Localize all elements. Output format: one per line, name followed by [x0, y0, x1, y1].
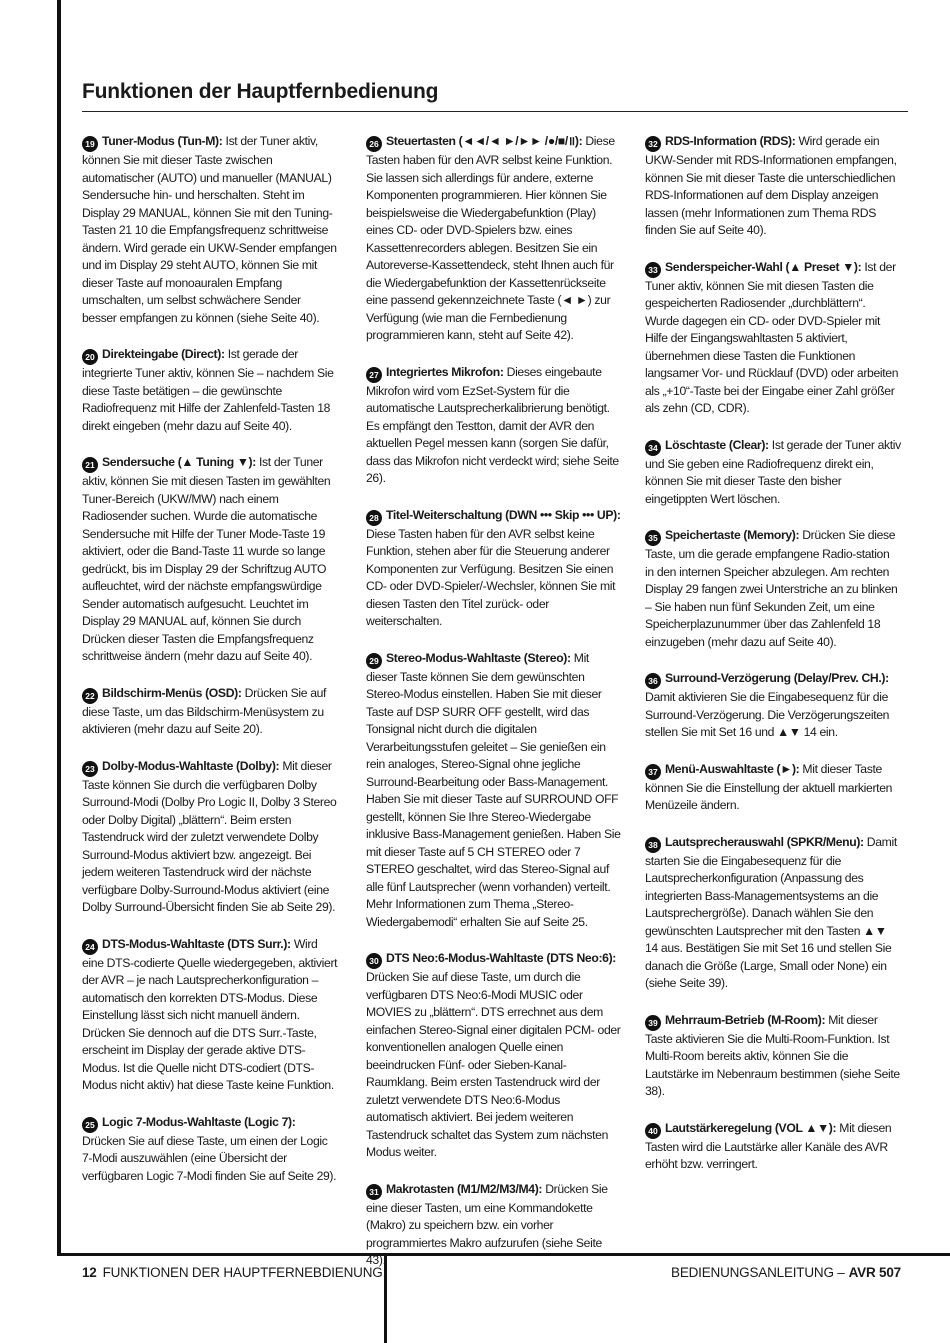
entry-text: Drücken Sie auf diese Taste, um einen der Logic 7-Modi auszuwählen (eine Übersicht der verfügbaren Logic 7-Modi finden Sie auf Seite 29). — [82, 1133, 337, 1183]
entry-heading: Sendersuche (▲ Tuning ▼): — [102, 455, 256, 469]
number-badge: 31 — [366, 1184, 382, 1200]
number-badge: 37 — [645, 764, 661, 780]
entry-text: Diese Tasten haben für den AVR selbst keine Funktion. Sie lassen sich allerdings für andere, externe Komponenten programmieren. Hier können Sie beispielsweise die Wiedergabefunktion (Play) eines CD- oder DVD-Spielers bzw. eines Kassettenrecorders ablegen. Besitzen Sie ein Autoreverse-Kassettendeck, steht Ihnen auch für die Wiedergabefunktion der Kassettenrückseite eine passend gekennzeichnete Taste (◄ ►) zur Verfügung (wie man die Fernbedienung programmieren kann, steht auf Seite 42). — [366, 134, 615, 342]
number-badge: 19 — [82, 136, 98, 152]
number-badge: 36 — [645, 673, 661, 689]
footer-section-title: FUNKTIONEN DER HAUPTFERNEBDIENUNG — [102, 1265, 383, 1280]
entry-heading: Mehrraum-Betrieb (M-Room): — [665, 1012, 826, 1027]
footer-manual-label: BEDIENUNGSANLEITUNG – — [671, 1265, 845, 1280]
entry-text: Drücken Sie auf diese Taste, um das Bildschirm-Menüsystem zu aktivieren (mehr dazu auf Seite 20). — [82, 685, 327, 736]
number-badge: 23 — [82, 761, 98, 777]
entry-heading: Logic 7-Modus-Wahltaste (Logic 7): — [102, 1114, 296, 1129]
entry-31 — [366, 1181, 622, 1270]
entry-text: Drücken Sie diese Taste, um die gerade empfangene Radio-station in den internen Speicher abzulegen. Am rechten Display 29 fangen zwei Unterstriche an zu blinken – Sie haben nun fünf Sekunden Zeit, um eine Speicherplazunummer über das Zahlenfeld 18 einzugeben (mehr dazu auf Seite 40). — [645, 528, 898, 649]
entry-33 — [645, 259, 901, 418]
entry-text: Damit aktivieren Sie die Eingabesequenz für die Surround-Verzögerung. Die Verzögerungszeiten stellen Sie mit Set 16 und ▲▼ 14 ein. — [645, 690, 890, 739]
entry-heading: RDS-Information (RDS): — [665, 134, 796, 148]
entry-heading: Lautstärkeregelung (VOL ▲▼): — [665, 1120, 837, 1135]
entry-text: Ist der Tuner aktiv, können Sie mit diesen Tasten die gespeicherten Radiosender „durchblättern“. Wurde dagegen ein CD- oder DVD-Spieler mit Hilfe der Eingangswahltasten 5 aktiviert, übernehmen diese Tasten die Funktionen langsamer Vor- und Rücklauf (DVD) oder arbeiten als „+10“-Taste bei der Eingabe einer Zahl größer als zehn (CD, CDR). — [645, 259, 899, 415]
footer-right — [671, 1265, 901, 1280]
number-badge: 21 — [82, 457, 98, 473]
number-badge: 20 — [82, 349, 98, 365]
entry-38 — [645, 834, 901, 993]
entry-heading: Menü-Auswahltaste (►): — [665, 761, 800, 776]
entry-27 — [366, 364, 622, 488]
number-badge: 35 — [645, 530, 661, 546]
entry-text: Ist gerade der Tuner aktiv und Sie geben eine Radiofrequenz direkt ein, können Sie mit dieser Taste den bisher eingetippten Wert löschen. — [645, 437, 901, 506]
entry-heading: DTS-Modus-Wahltaste (DTS Surr.): — [102, 936, 291, 951]
entry-heading: Makrotasten (M1/M2/M3/M4): — [386, 1181, 543, 1196]
number-badge: 34 — [645, 440, 661, 456]
entry-heading: Titel-Weiterschaltung (DWN ••• Skip ••• UP): — [386, 507, 621, 522]
entry-text: Mit diesen Tasten wird die Lautstärke aller Kanäle des AVR erhöht bzw. verringert. — [645, 1120, 892, 1171]
entry-36 — [645, 670, 901, 742]
entry-30 — [366, 950, 622, 1162]
entry-25 — [82, 1114, 338, 1186]
number-badge: 40 — [645, 1123, 661, 1139]
entry-text: Wird eine DTS-codierte Quelle wiedergegeben, aktiviert der AVR – je nach Lautsprecherkonfiguration – automatisch den korrekten DTS-Modus. Diese Einstellung lässt sich nicht manuell ändern. Drücken Sie dennoch auf die DTS Surr.-Taste, erscheint im Display der gerade aktive DTS-Modus. Ist die Quelle nicht DTS-codiert (DTS-Modus nicht aktiv) hat diese Taste keine Funktion. — [82, 936, 338, 1092]
entry-24 — [82, 936, 338, 1095]
number-badge: 24 — [82, 939, 98, 955]
entry-39 — [645, 1012, 901, 1101]
entry-19 — [82, 133, 338, 327]
entry-heading: Stereo-Modus-Wahltaste (Stereo): — [386, 650, 571, 665]
number-badge: 30 — [366, 953, 382, 969]
title-underline — [82, 111, 908, 112]
entry-34 — [645, 437, 901, 509]
entry-21 — [82, 454, 338, 666]
entry-28 — [366, 507, 622, 631]
number-badge: 38 — [645, 837, 661, 853]
entry-22 — [82, 685, 338, 739]
entry-37 — [645, 761, 901, 815]
entry-text: Wird gerade ein UKW-Sender mit RDS-Informationen empfangen, können Sie mit dieser Taste die unterschiedlichen RDS-Informationen auf dem Display anzeigen lassen (mehr Informationen zum Thema RDS finden Sie auf Seite 40). — [645, 134, 897, 237]
entry-text: Mit dieser Taste können Sie durch die verfügbaren Dolby Surround-Modi (Dolby Pro Logic II, Dolby 3 Stereo oder Dolby Digital) „blättern“. Beim ersten Tastendruck wird der zuletzt verwendete Dolby Surround-Modus aktiviert bzw. angezeigt. Bei jedem weiteren Tastendruck wird der nächste verfügbare Dolby-Surround-Modus aktiviert (eine Dolby Surround-Übersicht finden Sie ab Seite 29). — [82, 758, 337, 914]
entry-heading: Bildschirm-Menüs (OSD): — [102, 685, 242, 700]
entry-20 — [82, 346, 338, 435]
number-badge: 39 — [645, 1015, 661, 1031]
number-badge: 33 — [645, 262, 661, 278]
number-badge: 27 — [366, 367, 382, 383]
number-badge: 26 — [366, 136, 382, 152]
entry-text: Dieses eingebaute Mikrofon wird vom EzSet-System für die automatische Lautsprecherkalibrierung benötigt. Es empfängt den Testton, damit der AVR den aktuellen Pegel messen kann (sorgen Sie dafür, dass das Mikrofon nicht verdeckt wird; siehe Seite 26). — [366, 364, 619, 485]
entry-heading: Integriertes Mikrofon: — [386, 364, 504, 379]
text-column-3 — [645, 133, 901, 1193]
page-number: 12 — [82, 1265, 97, 1280]
left-margin-rule — [57, 0, 61, 1255]
entry-text: Ist der Tuner aktiv, können Sie mit dieser Taste zwischen automatischer (AUTO) und manueller (MANUAL) Sendersuche hin- und herschalten. Steht im Display 29 MANUAL, können Sie mit den Tuning-Tasten 21 10 die Empfangsfrequenz schrittweise ändern. Wird gerade ein UKW-Sender empfangen und im Display 29 steht AUTO, können Sie mit dieser Taste auf monoauralen Empfang umschalten, um selbst schwächere Sender besser empfangen zu können (siehe Seite 40). — [82, 134, 337, 325]
entry-heading: Dolby-Modus-Wahltaste (Dolby): — [102, 758, 280, 773]
text-column-1 — [82, 133, 338, 1204]
number-badge: 29 — [366, 653, 382, 669]
number-badge: 25 — [82, 1117, 98, 1133]
entry-text: Ist gerade der integrierte Tuner aktiv, können Sie – nachdem Sie diese Taste betätigen – die gewünschte Radiofrequenz mit Hilfe der Zahlenfeld-Tasten 18 direkt eingeben (mehr dazu auf Seite 40). — [82, 347, 334, 433]
entry-text: Drücken Sie eine dieser Tasten, um eine Kommandokette (Makro) zu speichern bzw. ein vorher programmiertes Makro aufzurufen (siehe Seite 43). — [366, 1181, 608, 1267]
entry-26 — [366, 133, 622, 345]
entry-heading: Surround-Verzögerung (Delay/Prev. CH.): — [665, 671, 889, 685]
entry-text: Mit dieser Taste können Sie dem gewünschten Stereo-Modus einstellen. Haben Sie mit dieser Taste auf DSP SURR OFF gestellt, wird das Tonsignal nicht durch die digitalen Verarbeitungsstufen geleitet – Sie genießen ein rein analoges, Stereo-Signal ohne jegliche Surround-Bearbeitung oder Bass-Management. Haben Sie mit dieser Taste auf SURROUND OFF gestellt, können Sie Ihre Stereo-Wiedergabe inklusive Bass-Management genießen. Haben Sie mit dieser Taste auf 5 CH STEREO oder 7 STEREO geschaltet, wird das Stereo-Signal auf alle fünf Lautsprecher (wenn vorhanden) verteilt. Mehr Informationen zum Thema „Stereo-Wiedergabemodi“ erhalten Sie auf Seite 25. — [366, 650, 621, 929]
number-badge: 28 — [366, 510, 382, 526]
entry-text: Drücken Sie auf diese Taste, um durch die verfügbaren DTS Neo:6-Modi MUSIC oder MOVIES zu „blättern“. DTS errechnet aus dem einfachen Stereo-Signal einer digitalen PCM- oder konventionellen analogen Quelle einen beeindrucken Fünf- oder Sieben-Kanal-Raumklang. Beim ersten Tastendruck wird der zuletzt verwendete DTS Neo:6-Modus automatisch aktiviert. Bei jedem weiteren Tastendruck schaltet das System zum nächsten Modus weiter. — [366, 970, 621, 1159]
entry-32 — [645, 133, 901, 240]
number-badge: 22 — [82, 688, 98, 704]
page-title: Funktionen der Hauptfernbedienung — [82, 80, 439, 103]
entry-heading: Speichertaste (Memory): — [665, 528, 800, 542]
entry-29 — [366, 650, 622, 932]
footer-model: AVR 507 — [848, 1265, 901, 1280]
entry-heading: Steuertasten (◄◄/◄ ►/►► /●/■/॥): — [386, 134, 583, 148]
entry-text: Mit dieser Taste können Sie die Einstellung der aktuell markierten Menüzeile ändern. — [645, 761, 893, 812]
entry-heading: Lautsprecherauswahl (SPKR/Menu): — [665, 834, 864, 849]
entry-40 — [645, 1120, 901, 1174]
entry-heading: Direkteingabe (Direct): — [102, 347, 225, 361]
entry-heading: DTS Neo:6-Modus-Wahltaste (DTS Neo:6): — [386, 951, 616, 965]
entry-heading: Löschtaste (Clear): — [665, 437, 769, 452]
entry-23 — [82, 758, 338, 917]
entry-text: Diese Tasten haben für den AVR selbst keine Funktion, stehen aber für die Steuerung anderer Komponenten zur Verfügung. Besitzen Sie einen CD- oder DVD-Spieler/-Wechsler, können Sie mit diesen Tasten den Titel zurück- oder weiterschalten. — [366, 526, 616, 628]
number-badge: 32 — [645, 136, 661, 152]
footer-left — [82, 1265, 383, 1280]
entry-text: Damit starten Sie die Eingabesequenz für die Lautsprecherkonfiguration (Anpassung des integrierten Bass-Managementsystems an die Lautsprechergröße). Danach wählen Sie den gewünschten Lautsprecher mit den Tasten ▲▼ 14 aus. Bestätigen Sie mit Set 16 und stellen Sie danach die Größe (Large, Small oder None) ein (siehe Seite 39). — [645, 834, 897, 990]
text-column-2 — [366, 133, 622, 1289]
entry-heading: Tuner-Modus (Tun-M): — [102, 134, 223, 148]
entry-heading: Senderspeicher-Wahl (▲ Preset ▼): — [665, 259, 862, 274]
entry-text: Ist der Tuner aktiv, können Sie mit diesen Tasten im gewählten Tuner-Bereich (UKW/MW) nach einem Radiosender suchen. Wurde die automatische Sendersuche mit Hilfe der Tuner Mode-Taste 19 aktiviert, oder die Band-Taste 11 wurde so lange gedrückt, bis im Display 29 der Schriftzug AUTO aufleuchtet, wird der nächste empfangswürdige Sender automatisch aufgesucht. Leuchtet im Display 29 MANUAL auf, können Sie durch Drücken dieser Tasten die Empfangsfrequenz schrittweise ändern (mehr dazu auf Seite 40). — [82, 455, 331, 663]
entry-text: Mit dieser Taste aktivieren Sie die Multi-Room-Funktion. Ist Multi-Room bereits aktiv, können Sie die Lautstärke im Nebenraum bestimmen (siehe Seite 38). — [645, 1012, 900, 1098]
entry-35 — [645, 527, 901, 651]
